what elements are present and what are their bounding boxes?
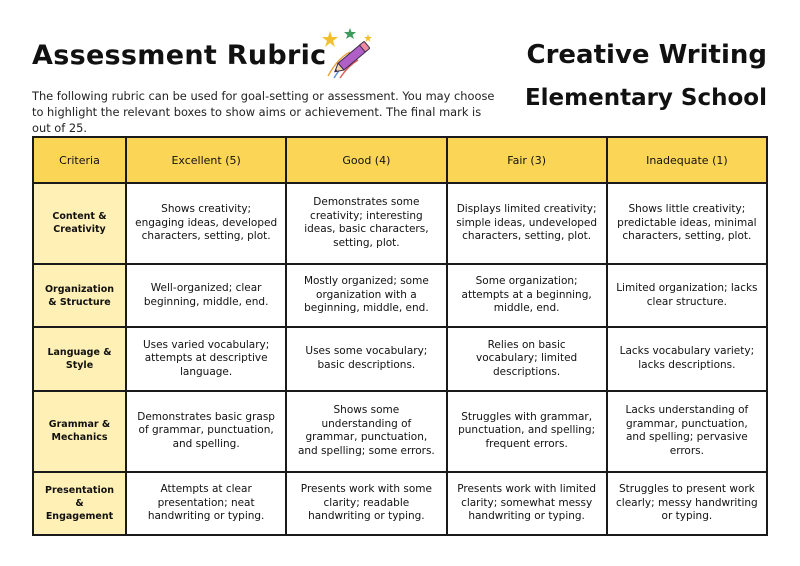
column-header-excellent: Excellent (5) bbox=[126, 137, 286, 183]
pencil-sparkles-icon bbox=[320, 28, 378, 80]
page-title: Assessment Rubric bbox=[32, 40, 327, 71]
rubric-cell: Limited organization; lacks clear structure. bbox=[607, 264, 767, 327]
subject-heading: Creative Writing bbox=[526, 40, 767, 70]
rubric-cell: Shows some understanding of grammar, punctuation, and spelling; some errors. bbox=[286, 391, 446, 472]
rubric-cell: Well-organized; clear beginning, middle, end. bbox=[126, 264, 286, 327]
rubric-cell: Struggles with grammar, punctuation, and spelling; frequent errors. bbox=[447, 391, 607, 472]
table-row bbox=[33, 327, 767, 390]
criterion-label: Presentation & Engagement bbox=[33, 472, 126, 535]
rubric-cell: Mostly organized; some organization with a beginning, middle, end. bbox=[286, 264, 446, 327]
rubric-table bbox=[32, 136, 768, 536]
column-header-good: Good (4) bbox=[286, 137, 446, 183]
rubric-cell: Lacks understanding of grammar, punctuation, and spelling; pervasive errors. bbox=[607, 391, 767, 472]
rubric-cell: Struggles to present work clearly; messy handwriting or typing. bbox=[607, 472, 767, 535]
criterion-label: Language & Style bbox=[33, 327, 126, 390]
level-heading: Elementary School bbox=[524, 85, 767, 111]
column-header-fair: Fair (3) bbox=[447, 137, 607, 183]
rubric-cell: Demonstrates some creativity; interesting ideas, basic characters, setting, plot. bbox=[286, 183, 446, 264]
rubric-header-row bbox=[33, 137, 767, 183]
criterion-label: Organization & Structure bbox=[33, 264, 126, 327]
rubric-cell: Some organization; attempts at a beginning, middle, end. bbox=[447, 264, 607, 327]
rubric-cell: Demonstrates basic grasp of grammar, punctuation, and spelling. bbox=[126, 391, 286, 472]
rubric-cell: Lacks vocabulary variety; lacks descriptions. bbox=[607, 327, 767, 390]
table-row bbox=[33, 391, 767, 472]
rubric-cell: Presents work with limited clarity; somewhat messy handwriting or typing. bbox=[447, 472, 607, 535]
criterion-label: Grammar & Mechanics bbox=[33, 391, 126, 472]
table-row bbox=[33, 472, 767, 535]
rubric-cell: Presents work with some clarity; readable handwriting or typing. bbox=[286, 472, 446, 535]
rubric-cell: Shows creativity; engaging ideas, developed characters, setting, plot. bbox=[126, 183, 286, 264]
column-header-criteria: Criteria bbox=[33, 137, 126, 183]
intro-text: The following rubric can be used for goal-setting or assessment. You may choose to highlight the relevant boxes to show aims or achievement. The final mark is out of 25. bbox=[32, 89, 495, 135]
table-row bbox=[33, 264, 767, 327]
rubric-cell: Relies on basic vocabulary; limited descriptions. bbox=[447, 327, 607, 390]
rubric-cell: Displays limited creativity; simple ideas, undeveloped characters, setting, plot. bbox=[447, 183, 607, 264]
rubric-cell: Uses varied vocabulary; attempts at descriptive language. bbox=[126, 327, 286, 390]
rubric-cell: Shows little creativity; predictable ideas, minimal characters, setting, plot. bbox=[607, 183, 767, 264]
column-header-inadequate: Inadequate (1) bbox=[607, 137, 767, 183]
rubric-cell: Attempts at clear presentation; neat handwriting or typing. bbox=[126, 472, 286, 535]
criterion-label: Content & Creativity bbox=[33, 183, 126, 264]
rubric-cell: Uses some vocabulary; basic descriptions. bbox=[286, 327, 446, 390]
table-row bbox=[33, 183, 767, 264]
